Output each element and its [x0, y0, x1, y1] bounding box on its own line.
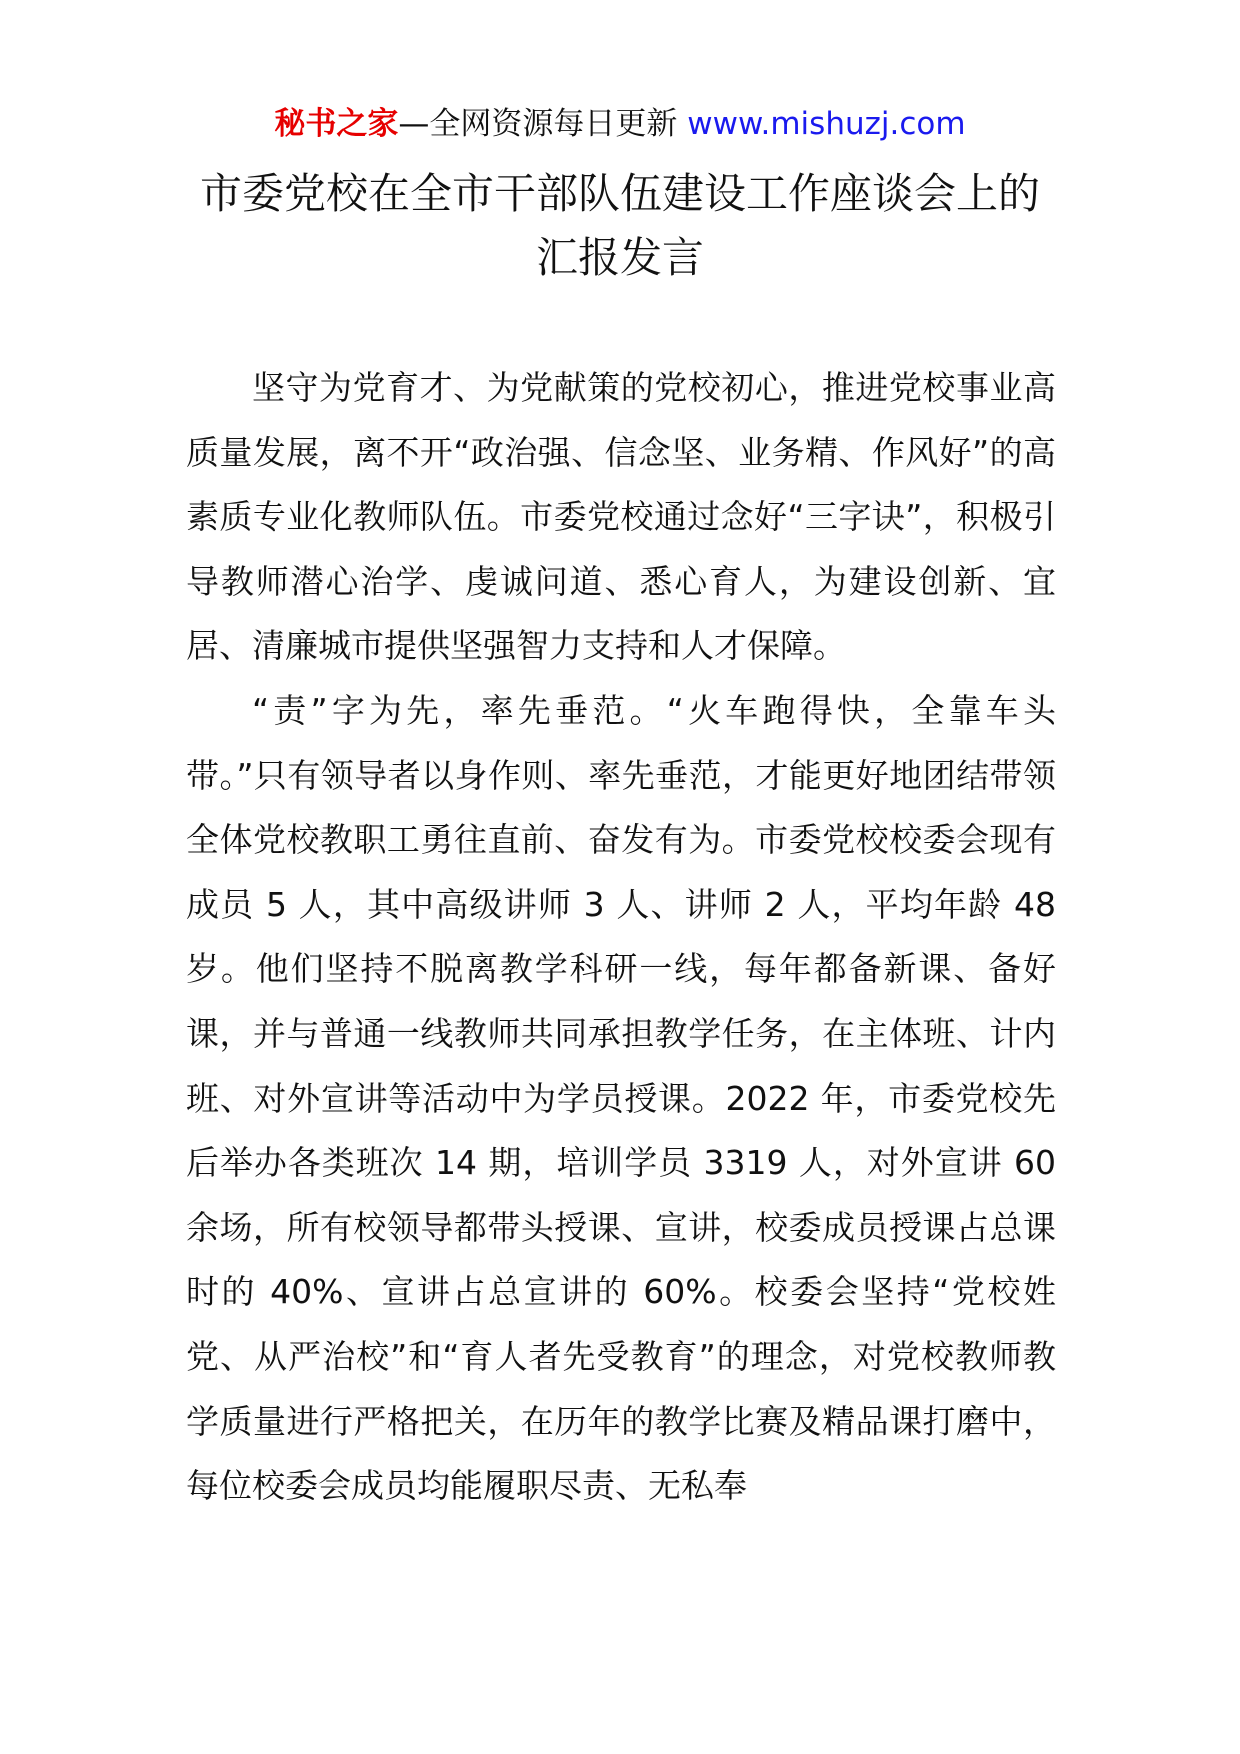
- title-line-1: 市委党校在全市干部队伍建设工作座谈会上的: [199, 169, 1040, 218]
- site-tagline: —全网资源每日更新: [398, 106, 678, 142]
- title-line-2: 汇报发言: [535, 233, 704, 282]
- site-brand: 秘书之家: [274, 106, 399, 142]
- paragraph-2: “责”字为先，率先垂范。“火车跑得快，全靠车头带。”只有领导者以身作则、率先垂范，才能更好地团结带领全体党校教职工勇往直前、奋发有为。市委党校校委会现有成员 5 人，其中高级讲师 3 人、讲师 2 人，平均年龄 48 岁。他们坚持不脱离教学科研一线，每年都备新课、备好课，并与普通一线教师共同承担教学任务，在主体班、计内班、对外宣讲等活动中为学员授课。2022 年，市委党校先后举办各类班次 14 期，培训学员 3319 人，对外宣讲 60 余场，所有校领导都带头授课、宣讲，校委成员授课占总课时的 40%、宣讲占总宣讲的 60%。校委会坚持“党校姓党、从严治校”和“育人者先受教育”的理念，对党校教师教学质量进行严格把关，在历年的教学比赛及精品课打磨中，每位校委会成员均能履职尽责、无私奉: [186, 690, 1056, 1506]
- site-header: [0, 98, 1240, 150]
- site-url-link[interactable]: www.mishuzj.com: [687, 106, 966, 142]
- document-body: [186, 356, 1056, 1519]
- paragraph-1: 坚守为党育才、为党献策的党校初心，推进党校事业高质量发展，离不开“政治强、信念坚、业务精、作风好”的高素质专业化教师队伍。市委党校通过念好“三字诀”，积极引导教师潜心治学、虔诚问道、悉心育人，为建设创新、宜居、清廉城市提供坚强智力支持和人才保障。: [186, 368, 1056, 666]
- document-title: [0, 162, 1240, 290]
